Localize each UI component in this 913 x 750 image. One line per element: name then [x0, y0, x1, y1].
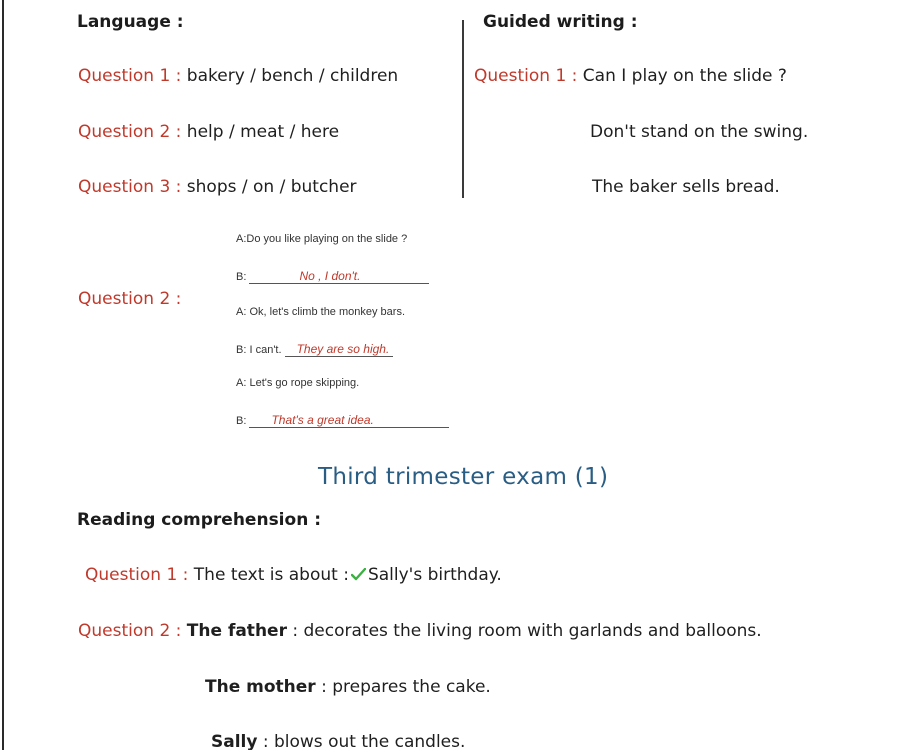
dialogue-text: Do you like playing on the slide ? — [246, 233, 408, 245]
page-left-border — [2, 0, 4, 750]
question-label: Question 2 : — [78, 122, 182, 142]
dialogue-line-3 — [236, 306, 405, 318]
question-label: Question 2 : — [78, 621, 182, 641]
language-question-3 — [78, 177, 357, 197]
character-action: : decorates the living room with garlands and balloons. — [292, 621, 762, 641]
guided-writing-heading: Guided writing : — [483, 12, 638, 32]
speaker: A: — [236, 233, 247, 245]
answer-text: shops / on / butcher — [186, 177, 357, 197]
dialogue-line-6 — [236, 414, 449, 428]
dialogue-text: Ok, let's climb the monkey bars. — [249, 306, 406, 318]
character-name: The mother — [205, 677, 316, 697]
speaker: A: — [236, 377, 247, 389]
question-label: Question 3 : — [78, 177, 182, 197]
character-action: : prepares the cake. — [321, 677, 491, 697]
dialogue-answer: They are so high. — [285, 343, 394, 357]
language-question-2 — [78, 122, 339, 142]
reading-question-1 — [85, 565, 502, 585]
dialogue-line-2 — [236, 270, 429, 284]
character-name: Sally — [211, 732, 258, 750]
character-action: : blows out the candles. — [262, 732, 466, 750]
checkmark-icon — [351, 568, 366, 581]
dialogue-answer: No , I don't. — [249, 270, 429, 284]
dialogue-line-5 — [236, 377, 359, 389]
reading-question-2-row-1 — [78, 621, 762, 641]
answer-text: Sally's birthday. — [367, 565, 502, 585]
guided-writing-line-1 — [474, 66, 787, 86]
dialogue-line-4 — [236, 343, 393, 357]
language-heading: Language : — [77, 12, 184, 32]
sentence-text: Can I play on the slide ? — [582, 66, 787, 86]
speaker: B: — [236, 344, 247, 356]
question-label: Question 1 : — [85, 565, 189, 585]
answer-text: bakery / bench / children — [186, 66, 399, 86]
answer-text: help / meat / here — [186, 122, 340, 142]
guided-writing-line-3: The baker sells bread. — [592, 177, 780, 197]
reading-question-2-row-3 — [211, 732, 465, 750]
question-label: Question 1 : — [474, 66, 578, 86]
question-text: The text is about : — [193, 565, 349, 585]
column-divider — [462, 20, 464, 198]
character-name: The father — [186, 621, 287, 641]
speaker: B: — [236, 271, 247, 283]
reading-question-2-row-2 — [205, 677, 491, 697]
exam-title: Third trimester exam (1) — [318, 464, 609, 490]
dialogue-answer: That's a great idea. — [249, 414, 449, 428]
language-question-1 — [78, 66, 398, 86]
guided-writing-line-2: Don't stand on the swing. — [590, 122, 809, 142]
dialogue-text: Let's go rope skipping. — [249, 377, 360, 389]
dialogue-question-label: Question 2 : — [78, 289, 182, 309]
dialogue-text: I can't. — [249, 344, 282, 356]
reading-heading: Reading comprehension : — [77, 510, 322, 530]
question-label: Question 1 : — [78, 66, 182, 86]
dialogue-line-1 — [236, 233, 407, 245]
speaker: B: — [236, 415, 247, 427]
speaker: A: — [236, 306, 247, 318]
